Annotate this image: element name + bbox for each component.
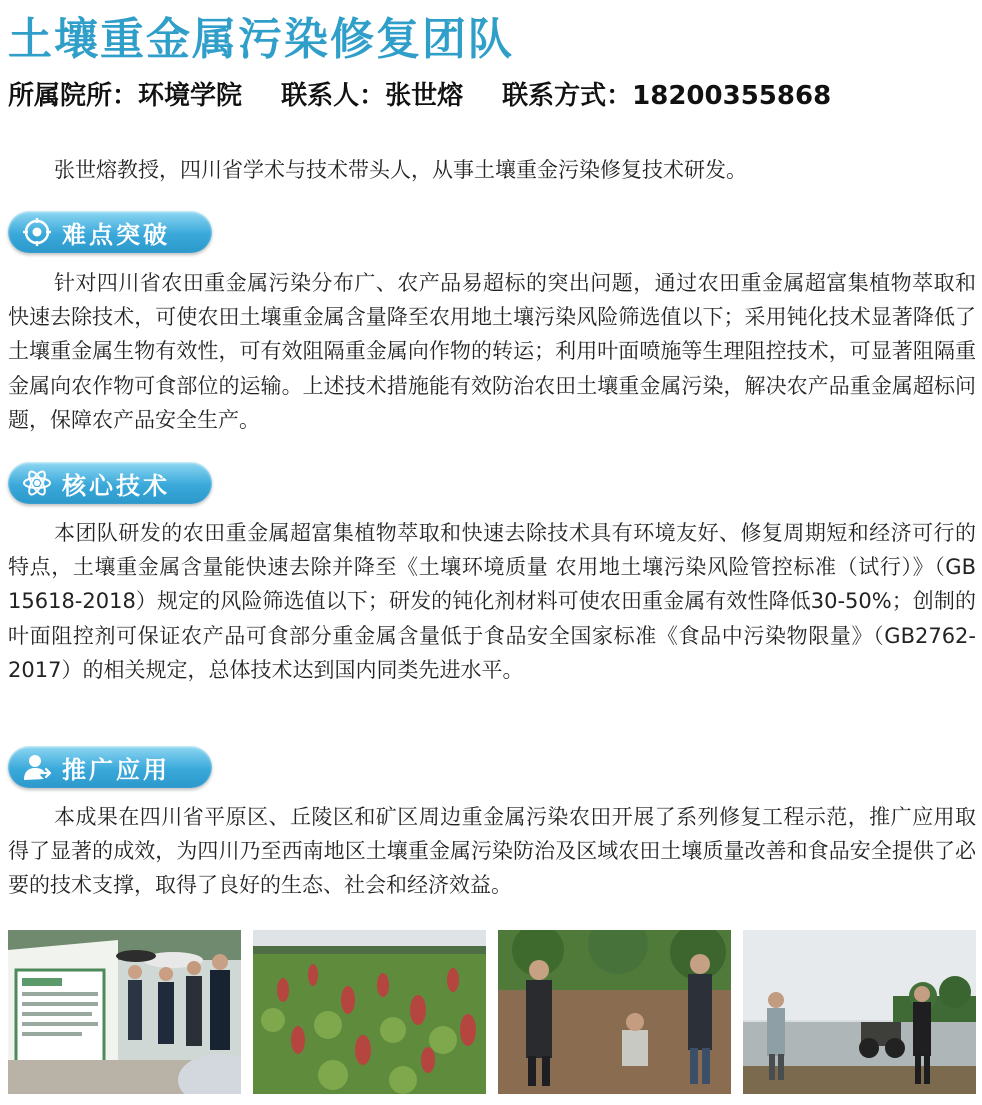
section-body-application: 本成果在四川省平原区、丘陵区和矿区周边重金属污染农田开展了系列修复工程示范，推广应用取得了显著的成效，为四川乃至西南地区土壤重金属污染防治及区域农田土壤质量改善和食品安全提供了必要的技术支撑，取得了良好的生态、社会和经济效益。 [8, 805, 976, 898]
intro-paragraph: 张世熔教授，四川省学术与技术带头人，从事土壤重金污染修复技术研发。 [54, 158, 747, 182]
photo-paddy-tractor [743, 930, 976, 1094]
section-heading-text: 难点突破 [62, 220, 170, 249]
contact-person: 联系人：张世熔 [281, 81, 464, 111]
target-icon [22, 217, 52, 247]
photo-strip [8, 930, 976, 1094]
section-heading-breakthrough [8, 211, 212, 253]
person-icon [22, 752, 52, 782]
photo-soil-sampling [498, 930, 731, 1094]
contact-phone: 联系方式：18200355868 [502, 81, 832, 111]
institute-label: 所属院所：环境学院 [8, 81, 243, 111]
contact-line [8, 76, 861, 116]
section-heading-core-tech [8, 462, 212, 504]
page-title: 土壤重金属污染修复团队 [8, 14, 514, 65]
photo-amaranth-field [253, 930, 486, 1094]
section-body-breakthrough: 针对四川省农田重金属污染分布广、农产品易超标的突出问题，通过农田重金属超富集植物萃取和快速去除技术，可使农田土壤重金属含量降至农用地土壤污染风险筛选值以下；采用钝化技术显著降低了土壤重金属生物有效性，可有效阻隔重金属向作物的转运；利用叶面喷施等生理阻控技术，可显著阻隔重金属向农作物可食部位的运输。上述技术措施能有效防治农田土壤重金属污染，解决农产品重金属超标问题，保障农产品安全生产。 [8, 271, 976, 432]
section-heading-text: 核心技术 [62, 471, 170, 500]
section-heading-text: 推广应用 [62, 755, 170, 784]
atom-icon [22, 468, 52, 498]
section-heading-application [8, 746, 212, 788]
section-body-core-tech: 本团队研发的农田重金属超富集植物萃取和快速去除技术具有环境友好、修复周期短和经济可行的特点，土壤重金属含量能快速去除并降至《土壤环境质量 农用地土壤污染风险管控标准（试行）》（GB 15618-2018）规定的风险筛选值以下；研发的钝化剂材料可使农田重金属有效性降低30-50%；创制的叶面阻控剂可保证农产品可食部分重金属含量低于食品安全国家标准《食品中污染物限量》（GB2762-2017）的相关规定，总体技术达到国内同类先进水平。 [8, 521, 976, 682]
photo-site-visit [8, 930, 241, 1094]
